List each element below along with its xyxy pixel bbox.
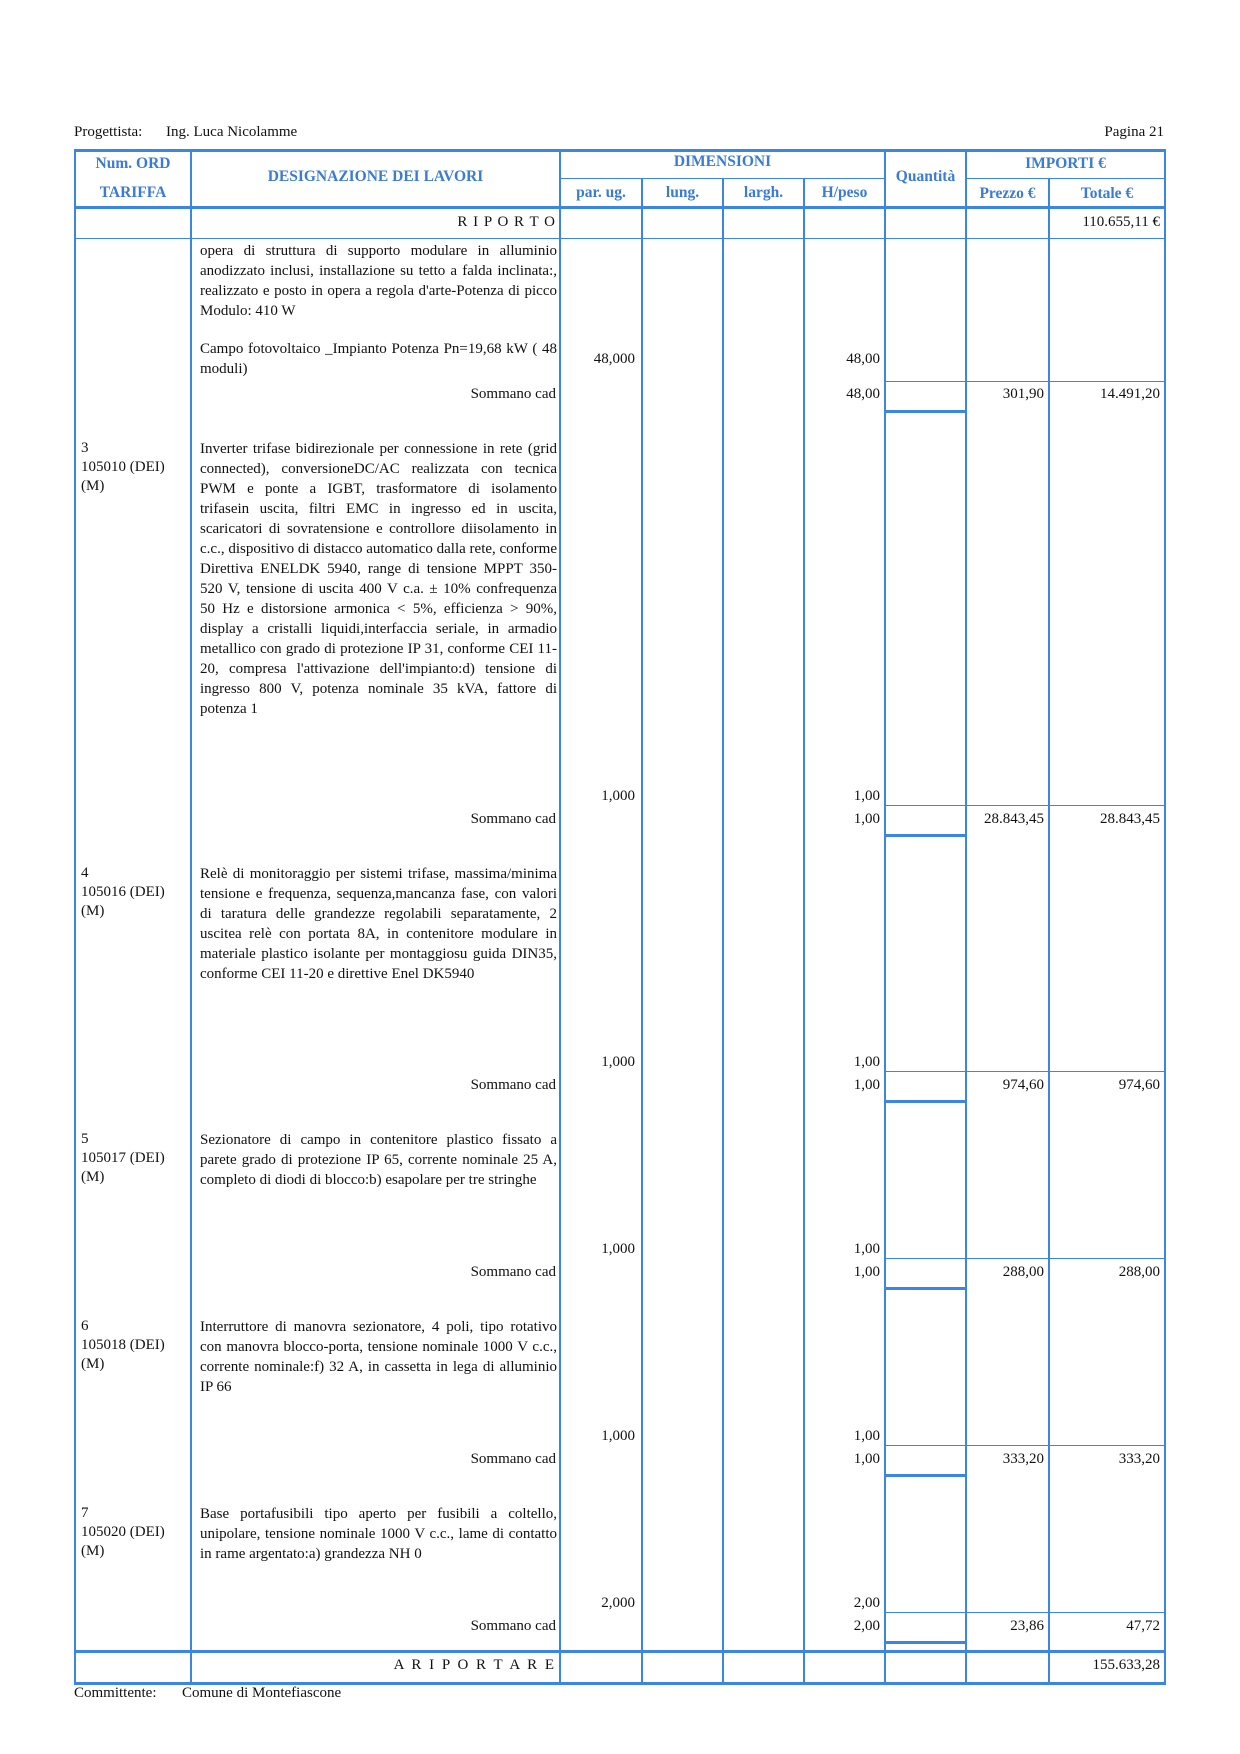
item-par-ug: 1,000: [601, 1054, 635, 1070]
item-totale: 28.843,45: [1100, 811, 1160, 827]
col-totale: Totale €: [1080, 185, 1134, 202]
col-prezzo: Prezzo €: [979, 185, 1036, 202]
col-par-ug: par. ug.: [576, 184, 626, 201]
item-sum-qty: 2,00: [853, 1618, 880, 1634]
page-number: Pagina 21: [1104, 124, 1164, 140]
item-sum-qty: 1,00: [853, 811, 880, 827]
cont-item-sum-qty: 48,00: [846, 386, 880, 402]
item-prezzo: 28.843,45: [984, 811, 1044, 827]
item-code: 4 105016 (DEI) (M): [81, 865, 165, 919]
item-description: Interruttore di manovra sezionatore, 4 poli, tipo rotativo con manovra blocco-porta, tensione nominale 1000 V c.c., corrente nominale:f) 32 A, in cassetta in lega di alluminio IP 66: [200, 1319, 557, 1395]
item-sommano: Sommano cad: [470, 1077, 556, 1093]
item-description: Relè di monitoraggio per sistemi trifase, massima/minima tensione e frequenza, sequenza,mancanza fase, con valori di taratura delle grandezze regolabili separatamente, 2 uscitea relè con portata 8A, in contenitore modulare in materiale plastico isolante per montaggiosu guida DIN35, conforme CEI 11-20 e direttive Enel DK5940: [200, 866, 557, 982]
item-par-ug: 1,000: [601, 1428, 635, 1444]
item-sommano: Sommano cad: [470, 1618, 556, 1634]
item-sum-qty: 1,00: [853, 1264, 880, 1280]
client-label: Committente:: [74, 1685, 157, 1701]
col-importi: IMPORTI €: [1025, 155, 1106, 172]
item-sum-qty: 1,00: [853, 1077, 880, 1093]
client-name: Comune di Montefiascone: [182, 1685, 342, 1701]
item-description: Base portafusibili tipo aperto per fusibili a coltello, unipolare, tensione nominale 1000 V c.c., lame di contatto in rame argentato:a) grandezza NH 0: [200, 1506, 557, 1562]
a-riportare-label: A R I P O R T A R E: [393, 1657, 556, 1673]
item-prezzo: 23,86: [1010, 1618, 1044, 1634]
item-prezzo: 974,60: [1002, 1077, 1044, 1093]
item-sommano: Sommano cad: [470, 811, 556, 827]
riporto-label: R I P O R T O: [457, 214, 556, 230]
cont-item-par-ug: 48,000: [593, 351, 635, 367]
item-par-ug: 1,000: [601, 1241, 635, 1257]
item-par-ug: 1,000: [601, 788, 635, 804]
col-designazione: DESIGNAZIONE DEI LAVORI: [267, 168, 484, 185]
cont-item-prezzo: 301,90: [1002, 386, 1044, 402]
item-qty: 1,00: [853, 1241, 880, 1257]
item-code: 7 105020 (DEI) (M): [81, 1505, 165, 1559]
item-qty: 1,00: [853, 1054, 880, 1070]
cont-item-totale: 14.491,20: [1100, 386, 1160, 402]
item-totale: 47,72: [1126, 1618, 1160, 1634]
cont-item-description-2: Campo fotovoltaico _Impianto Potenza Pn=19,68 kW ( 48 moduli): [200, 341, 557, 377]
col-quantita: Quantità: [895, 168, 956, 185]
item-totale: 974,60: [1118, 1077, 1160, 1093]
col-num-ord: Num. ORD: [95, 155, 171, 172]
item-code: 6 105018 (DEI) (M): [81, 1318, 165, 1372]
item-qty: 2,00: [853, 1595, 880, 1611]
item-description: Inverter trifase bidirezionale per connessione in rete (grid connected), conversioneDC/AC realizzata con tecnica PWM e ponte a IGBT, trasformatore di isolamento trifasein uscita, filtri EMC in ingresso ed in uscita, scaricatori di sovratensione e controllore diisolamento in c.c., dispositivo di distacco automatico dalla rete, conforme Direttiva ENELDK 5940, range di tensione MPPT 350-520 V, tensione di uscita 400 V c.a. ± 10% confrequenza 50 Hz e distorsione armonica < 5%, efficienza > 90%, display a cristalli liquidi,interfaccia seriale, in armadio metallico con grado di protezione IP 31, conforme CEI 11-20, compresa l'attivazione dell'impianto:d) tensione di ingresso 800 V, potenza nominale 35 kVA, fattore di potenza 1: [200, 441, 557, 717]
riporto-value: 110.655,11 €: [1082, 214, 1160, 230]
item-qty: 1,00: [853, 1428, 880, 1444]
col-dimensioni: DIMENSIONI: [673, 153, 772, 170]
item-description: Sezionatore di campo in contenitore plastico fissato a parete grado di protezione IP 65, corrente nominale 25 A, completo di diodi di blocco:b) esapolare per tre stringhe: [200, 1132, 557, 1188]
item-totale: 288,00: [1118, 1264, 1160, 1280]
col-hpeso: H/peso: [821, 184, 868, 201]
item-prezzo: 288,00: [1002, 1264, 1044, 1280]
designer-name: Ing. Luca Nicolamme: [166, 124, 298, 140]
cont-item-sommano: Sommano cad: [470, 386, 556, 402]
a-riportare-value: 155.633,28: [1092, 1657, 1160, 1673]
cont-item-qty: 48,00: [846, 351, 880, 367]
item-sum-qty: 1,00: [853, 1451, 880, 1467]
item-prezzo: 333,20: [1002, 1451, 1044, 1467]
item-code: 3 105010 (DEI) (M): [81, 440, 165, 494]
cont-item-description: opera di struttura di supporto modulare in alluminio anodizzato inclusi, installazione su tetto a falda inclinata:, realizzato e posto in opera a regola d'arte-Potenza di picco Modulo: 410 W: [200, 243, 557, 319]
col-lung: lung.: [665, 184, 700, 201]
item-qty: 1,00: [853, 788, 880, 804]
item-totale: 333,20: [1118, 1451, 1160, 1467]
col-largh: largh.: [743, 184, 784, 201]
designer-label: Progettista:: [74, 124, 143, 140]
item-sommano: Sommano cad: [470, 1451, 556, 1467]
item-par-ug: 2,000: [601, 1595, 635, 1611]
item-code: 5 105017 (DEI) (M): [81, 1131, 165, 1185]
item-sommano: Sommano cad: [470, 1264, 556, 1280]
col-tariffa: TARIFFA: [99, 184, 167, 201]
